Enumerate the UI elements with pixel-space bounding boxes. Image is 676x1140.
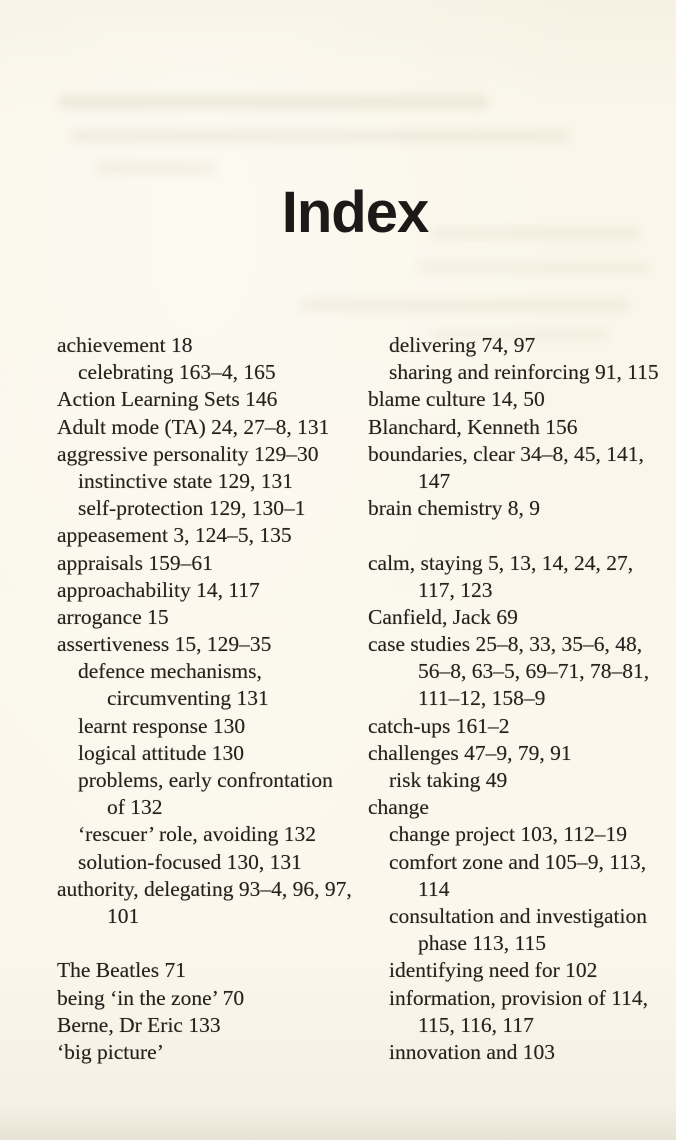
index-entry: learnt response 130 — [78, 713, 246, 738]
index-entry: solution-focused 130, 131 — [78, 849, 302, 874]
index-entry: approachability 14, 117 — [57, 577, 260, 602]
index-entry: assertiveness 15, 129–35 — [57, 632, 272, 657]
showthrough-smudge — [58, 96, 488, 108]
index-entry: 111–12, 158–9 — [418, 686, 546, 711]
index-entry: blame culture 14, 50 — [368, 387, 545, 412]
index-entry: Action Learning Sets 146 — [57, 387, 278, 412]
index-entry: comfort zone and 105–9, 113, — [389, 849, 647, 874]
index-entry: change project 103, 112–19 — [389, 822, 628, 847]
index-entry: of 132 — [107, 795, 163, 820]
index-entry: 56–8, 63–5, 69–71, 78–81, — [418, 659, 650, 684]
index-left-column — [57, 332, 369, 1066]
index-entry: calm, staying 5, 13, 14, 24, 27, — [368, 550, 634, 575]
index-entry: boundaries, clear 34–8, 45, 141, — [368, 441, 644, 466]
index-entry: 101 — [107, 903, 140, 928]
index-entry: appeasement 3, 124–5, 135 — [57, 523, 292, 548]
index-entry: self-protection 129, 130–1 — [78, 496, 306, 521]
index-entry: consultation and investigation — [389, 903, 647, 928]
index-entry: sharing and reinforcing 91, 115 — [389, 360, 659, 385]
index-entry — [57, 930, 369, 957]
index-entry: defence mechanisms, — [78, 659, 262, 684]
index-entry: delivering 74, 97 — [389, 333, 536, 357]
showthrough-smudge — [300, 300, 630, 311]
index-entry: risk taking 49 — [389, 768, 508, 792]
index-entry: innovation and 103 — [389, 1039, 556, 1064]
index-entry: being ‘in the zone’ 70 — [57, 985, 245, 1010]
index-entry: identifying need for 102 — [389, 958, 598, 983]
showthrough-smudge — [96, 163, 216, 173]
index-entry: case studies 25–8, 33, 35–6, 48, — [368, 632, 643, 657]
index-entry: 117, 123 — [418, 577, 493, 602]
index-entry: challenges 47–9, 79, 91 — [368, 740, 572, 765]
index-entry: achievement 18 — [57, 333, 193, 357]
index-entry: information, provision of 114, — [389, 985, 648, 1010]
index-entry: ‘rescuer’ role, avoiding 132 — [78, 822, 317, 847]
index-entry: Berne, Dr Eric 133 — [57, 1012, 221, 1037]
index-entry: celebrating 163–4, 165 — [78, 360, 276, 385]
index-right-column — [368, 332, 670, 1066]
index-entry: catch-ups 161–2 — [368, 713, 510, 738]
index-entry: 115, 116, 117 — [418, 1012, 534, 1037]
index-entry: Adult mode (TA) 24, 27–8, 131 — [57, 414, 330, 439]
index-entry: appraisals 159–61 — [57, 550, 213, 575]
index-entry: logical attitude 130 — [78, 740, 244, 765]
index-entry: brain chemistry 8, 9 — [368, 496, 540, 521]
index-entry: 147 — [418, 468, 451, 493]
index-entry: Canfield, Jack 69 — [368, 604, 518, 629]
showthrough-smudge — [420, 262, 650, 273]
index-entry: arrogance 15 — [57, 604, 169, 629]
index-entry: ‘big picture’ — [57, 1039, 164, 1064]
index-entry: authority, delegating 93–4, 96, 97, — [57, 876, 352, 901]
index-entry — [368, 522, 670, 549]
index-entry: aggressive personality 129–30 — [57, 441, 319, 466]
showthrough-smudge — [70, 130, 570, 142]
index-entry: circumventing 131 — [107, 686, 269, 711]
index-entry: change — [368, 795, 429, 820]
index-entry: phase 113, 115 — [418, 931, 546, 956]
index-entry: The Beatles 71 — [57, 958, 186, 983]
page-title: Index — [281, 180, 429, 245]
index-entry: instinctive state 129, 131 — [78, 468, 293, 493]
index-entry: Blanchard, Kenneth 156 — [368, 414, 578, 439]
index-entry: 114 — [418, 876, 450, 901]
index-entry: problems, early confrontation — [78, 768, 333, 792]
